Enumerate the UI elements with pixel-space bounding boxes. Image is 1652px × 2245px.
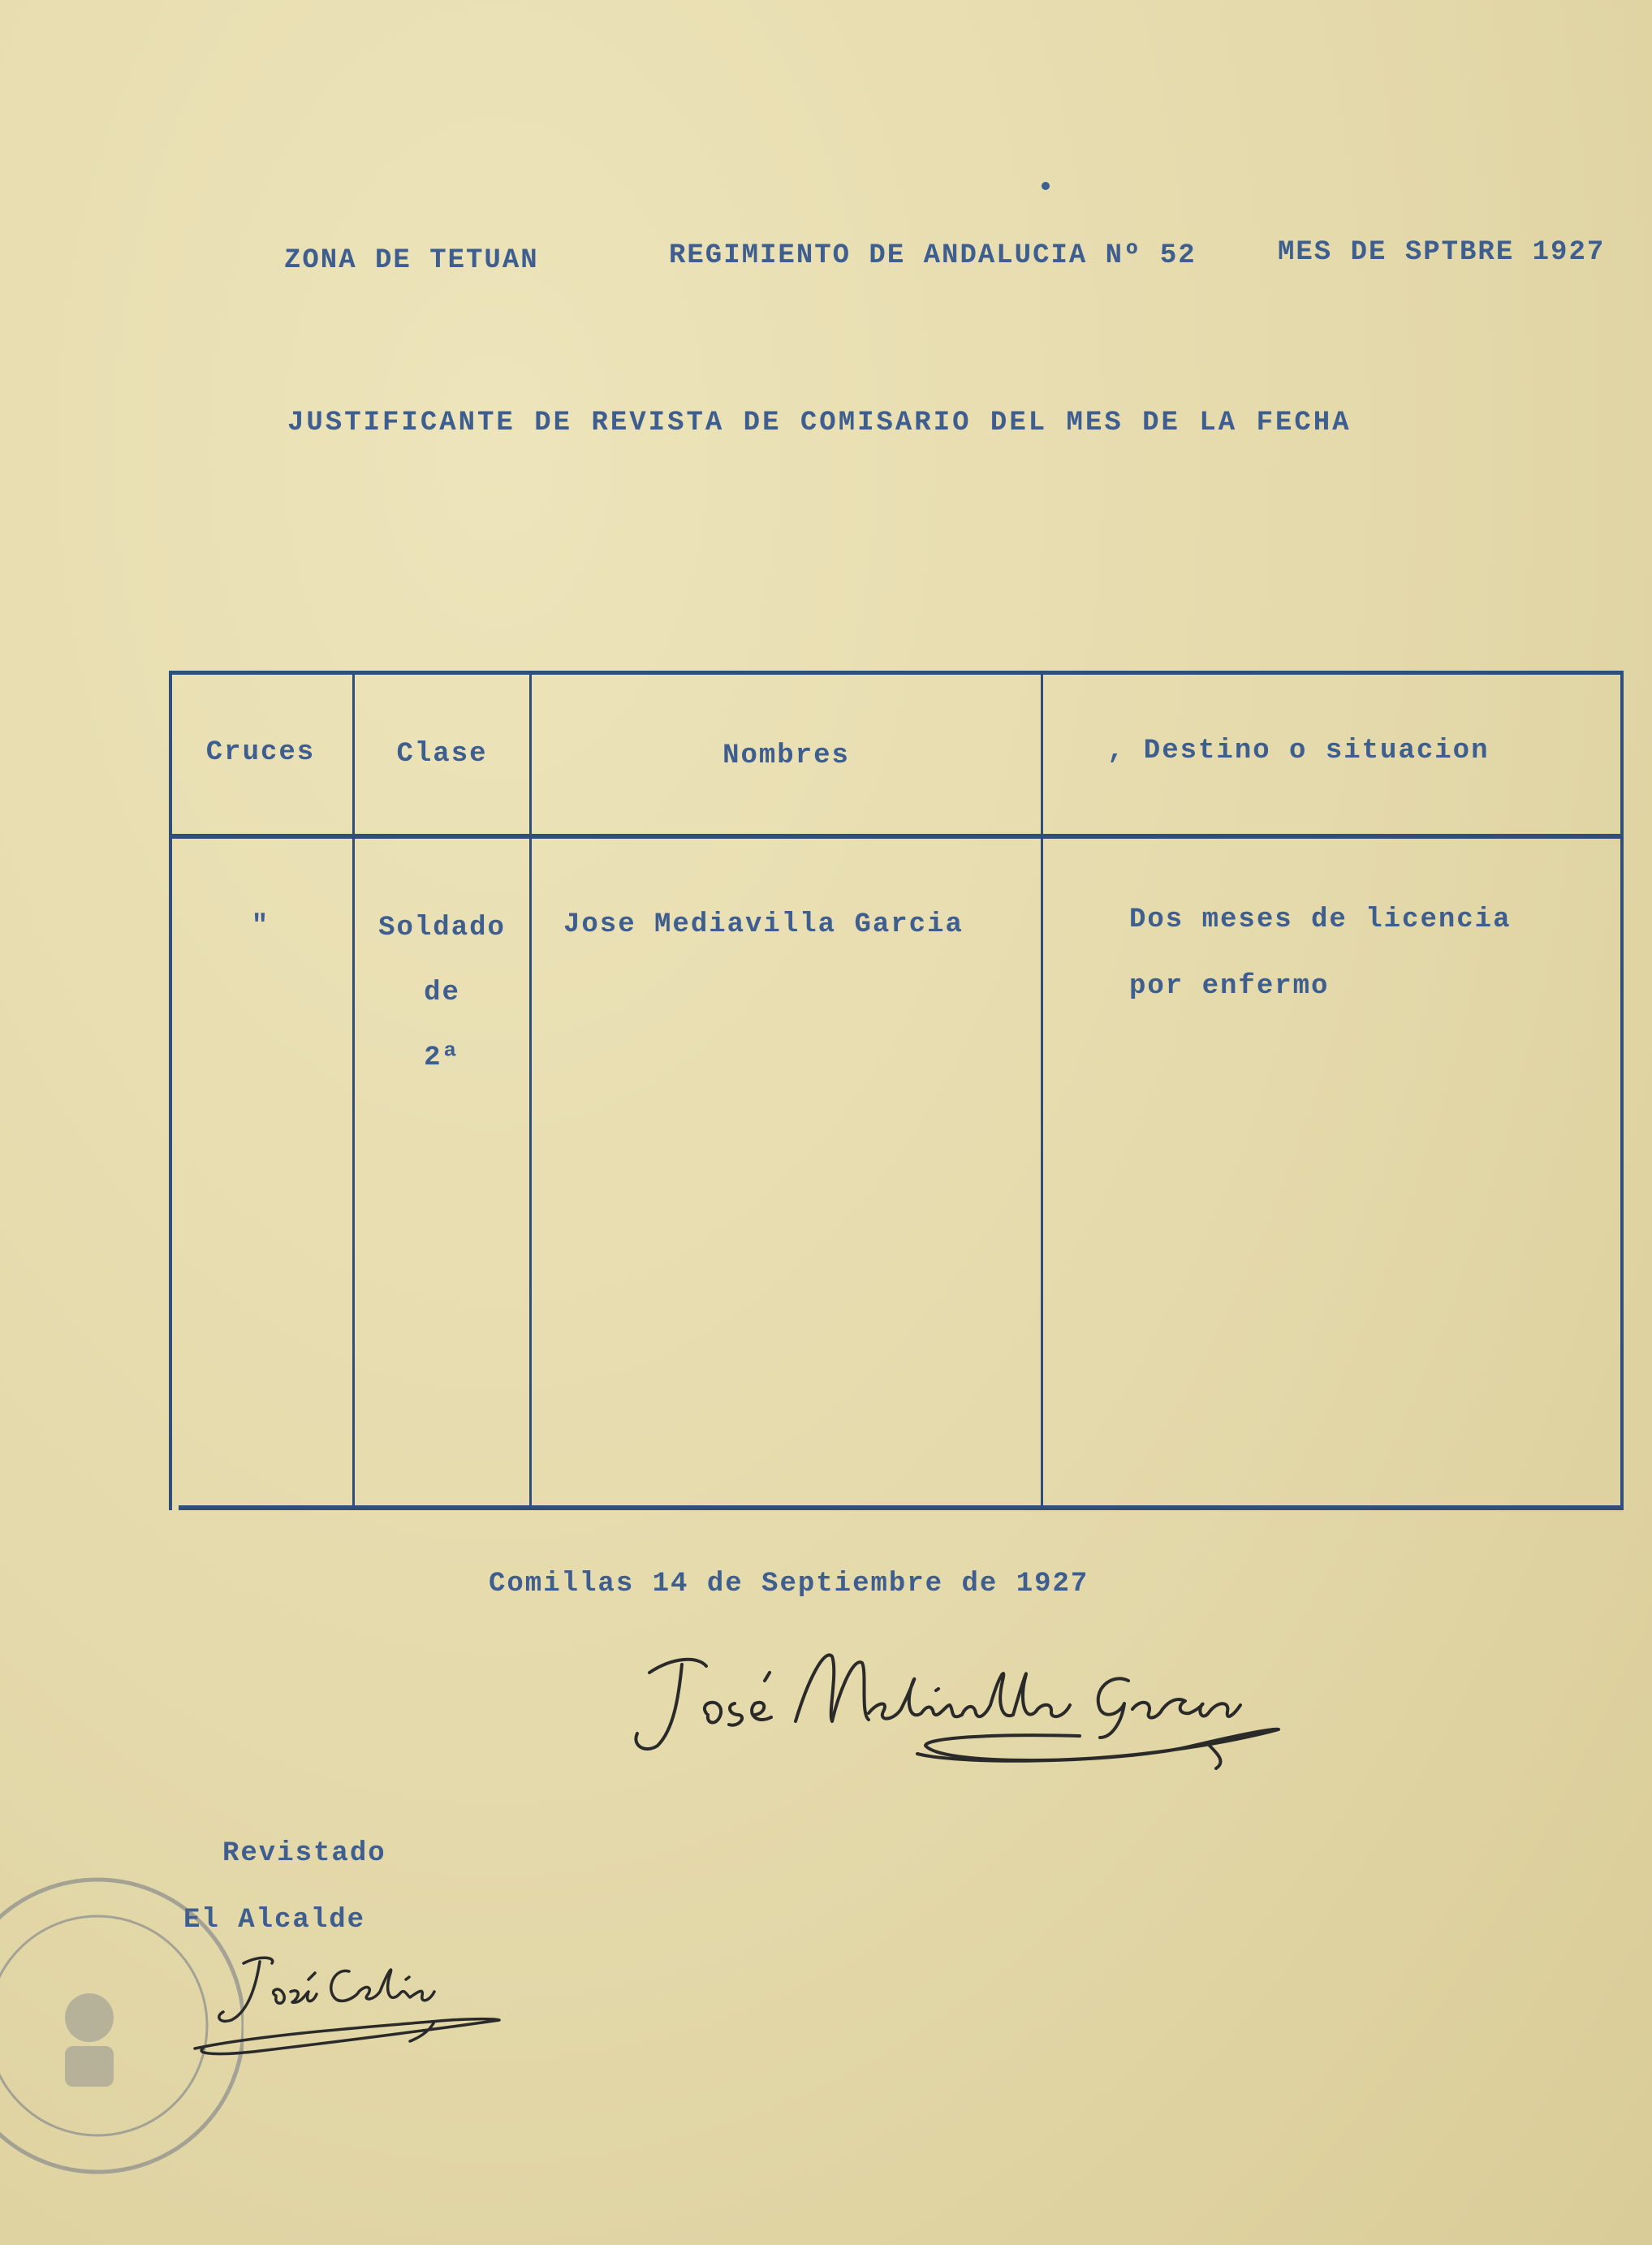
cell-nombres: Jose Mediavilla Garcia	[563, 909, 964, 940]
revista-table	[169, 671, 1624, 1510]
header-cruces: Cruces	[205, 737, 316, 768]
cell-clase-line1: Soldado	[378, 913, 506, 943]
cell-cruces: "	[251, 911, 270, 942]
cell-destino-line1: Dos meses de licencia	[1129, 904, 1512, 935]
header-regimiento: REGIMIENTO DE ANDALUCIA Nº 52	[669, 240, 1197, 271]
table-right-border	[1620, 671, 1624, 1510]
table-top-rule	[169, 671, 1624, 675]
cell-clase-line2: de	[424, 978, 460, 1008]
header-nombres: Nombres	[722, 740, 850, 771]
table-left-border	[169, 671, 172, 1510]
main-signature	[625, 1624, 1291, 1770]
table-header-rule	[169, 834, 1624, 839]
document-title: JUSTIFICANTE DE REVISTA DE COMISARIO DEL MES DE LA FECHA	[287, 408, 1352, 438]
header-zona: ZONA DE TETUAN	[284, 245, 539, 276]
header-clase: Clase	[396, 739, 488, 770]
cell-destino-line2: por enfermo	[1129, 971, 1330, 1002]
col-divider-2	[529, 671, 532, 1510]
header-mes: MES DE SPTBRE 1927	[1278, 237, 1606, 268]
table-bottom-rule	[179, 1505, 1624, 1510]
col-divider-3	[1041, 671, 1043, 1510]
date-line: Comillas 14 de Septiembre de 1927	[489, 1569, 1089, 1600]
footer-revistado: Revistado	[222, 1838, 386, 1869]
footer-alcalde: El Alcalde	[183, 1905, 366, 1936]
ink-dot	[1042, 182, 1050, 190]
alcalde-signature	[187, 1947, 511, 2069]
header-destino: , Destino o situacion	[1107, 736, 1490, 766]
col-divider-1	[352, 671, 355, 1510]
cell-clase-line3: 2ª	[424, 1043, 460, 1073]
